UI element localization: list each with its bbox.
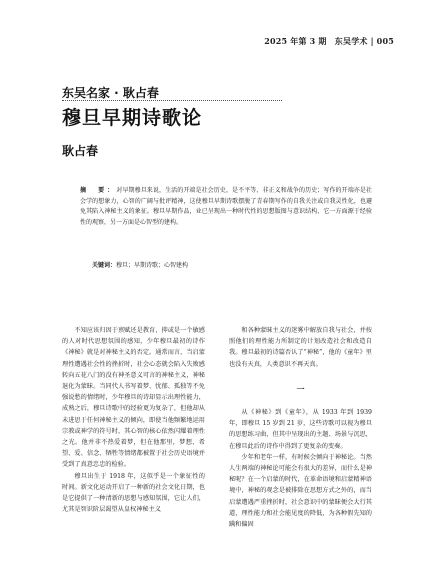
- abstract-text: 对早期穆旦来说，生活的开端是社会历史，是不平等、非正义和战争的历史；写作的开端亦是社会学的想象力，心智的广阔与批评精神，这使穆旦早期诗歌摆脱了青春期写作的自我关注或自我灵性化，也避免其陷入神秘主义的象征。穆旦早期作品，业已呈现出一种时代性的思想版图与意识结构，它一方面源于经验性的观察，另一方面是心智型的建构。: [80, 187, 372, 226]
- column-label: 东吴名家 · 耿占春: [62, 86, 159, 100]
- section-number: 一: [296, 383, 305, 394]
- paragraph: 从《神秘》到《童年》，从 1933 年到 1939 年，即穆旦 15 岁到 21 岁，这些诗歌可以视为穆旦的思想练习曲，但其中呈现出的主题、场景与沉思，在穆旦此后的诗作中得到了更复杂的变奏。: [229, 409, 372, 450]
- author-name: 耿占春: [62, 144, 99, 158]
- abstract-label: 摘 要：: [80, 187, 117, 194]
- keywords: [92, 260, 372, 269]
- paragraph: 和各种蒙昧主义的迷雾中解放自我与社会，并按照他们的理性能力所制定的计划改造社会和改造自我。穆旦最初的诗篇否认了“神秘”，他的《童年》里也没有天真，人类意识不再天真。: [229, 327, 372, 368]
- paragraph: 穆旦出生于 1918 年，这似乎是一个象征性的时间。新文化运动开启了一种新的社会文化日期，也是它提供了一种清新的思想与感知氛围，它让人们，尤其是智识阶层渴望从皇权神秘主义: [62, 472, 205, 514]
- body-column-right: [229, 325, 372, 530]
- journal-header: 2025 年第 3 期 东吴学术 | 005: [264, 36, 394, 46]
- article-title: 穆旦早期诗歌论: [62, 107, 203, 129]
- body-column-left: [62, 325, 205, 515]
- abstract: [80, 186, 372, 228]
- keywords-label: 关键词：: [92, 262, 117, 269]
- paragraph: 少年和老年一样，有时候会倾向于神秘论。当然人生两端的神秘论可能会有很大的差异，而什么是神秘呢？在一个启蒙的时代，在革命语境和启蒙精神语境中，神秘的观念是被排除在思想方式之外的，而当启蒙遭遇严重挫折时，社会意识中的蒙昧便会大行其道，理性能力和社会能见度的降低，为各种假先知的蹒和偏固: [229, 453, 372, 529]
- keywords-text: 穆旦；早期诗歌；心智建构: [116, 262, 189, 269]
- paragraph: 不知应该归因于禀赋还是教育，抑或是一个敏感的人对时代思想氛围的感知，少年穆旦最初的诗作《神秘》就是对神秘主义的否定。通常而言，当启蒙理性遭遇社会性的挫折时，社会心态就会陷入失败感转向五花八门的没有神圣意义可言的神秘主义，神秘退化为蒙昧。当同代人书写着梦、忧郁、孤独等不免强说愁的情绪时，少年穆旦的诗却显示出理性能力，成熟之后，穆旦诗歌中的经验更为复杂了，但他却从未进思于任何神秘主义的倾向，即使当他频繁地运用宗教或神学的符号时，其心智的核心依然闪耀着理性之光。他并非不热爱着梦，但在他那里，梦想、希望、爱、信念、牺牲等情绪都被置于社会历史语境并受到了真意忠忠的检验。: [62, 327, 205, 469]
- divider: [62, 100, 282, 101]
